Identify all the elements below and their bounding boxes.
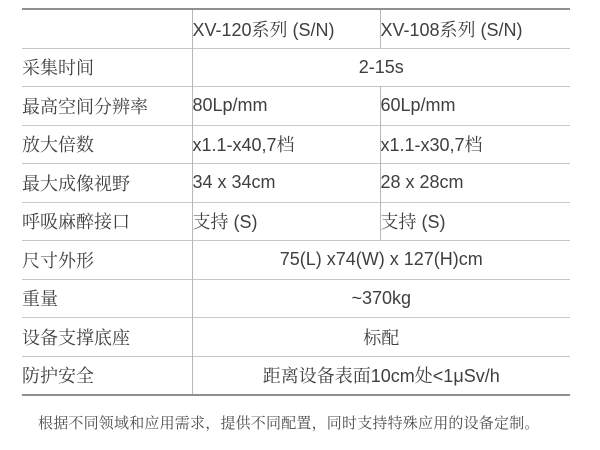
spec-row-weight [22,279,570,318]
spec-label: 最大成像视野 [22,164,192,203]
spec-value-span: 75(L) x74(W) x 127(H)cm [192,241,570,280]
spec-value-xv120: 34 x 34cm [192,164,380,203]
spec-label: 防护安全 [22,356,192,395]
spec-header-xv108: XV-108系列 (S/N) [380,19,523,40]
spec-row-radiation-safety [22,356,570,395]
spec-value-xv120: 支持 (S) [192,202,380,241]
spec-header-xv120: XV-120系列 (S/N) [192,9,380,48]
spec-value-xv108: 60Lp/mm [380,87,570,126]
spec-value-span: 2-15s [192,48,570,87]
spec-header-empty-cell [22,9,192,48]
spec-row-anesthesia-interface [22,202,570,241]
spec-row-dimensions [22,241,570,280]
spec-row-magnification [22,125,570,164]
spec-value-xv120: x1.1-x40,7档 [192,125,380,164]
spec-label: 采集时间 [22,48,192,87]
spec-value-xv108: x1.1-x30,7档 [380,125,570,164]
spec-label: 尺寸外形 [22,241,192,280]
spec-label: 放大倍数 [22,125,192,164]
spec-row-acquisition-time [22,48,570,87]
spec-row-spatial-resolution [22,87,570,126]
spec-value-span: 标配 [192,318,570,357]
spec-label: 重量 [22,279,192,318]
spec-label: 呼吸麻醉接口 [22,202,192,241]
spec-row-support-base [22,318,570,357]
spec-header-row [22,9,570,48]
spec-label: 最高空间分辨率 [22,87,192,126]
spec-row-imaging-field [22,164,570,203]
spec-label: 设备支撑底座 [22,318,192,357]
spec-value-xv120: 80Lp/mm [192,87,380,126]
spec-table [22,8,570,396]
spec-value-span: ~370kg [192,279,570,318]
spec-value-xv108: 28 x 28cm [380,164,570,203]
spec-value-xv108: 支持 (S) [380,202,570,241]
spec-value-span: 距离设备表面10cm处<1μSv/h [192,356,570,395]
footnote: 根据不同领域和应用需求，提供不同配置，同时支持特殊应用的设备定制。 [38,415,540,432]
